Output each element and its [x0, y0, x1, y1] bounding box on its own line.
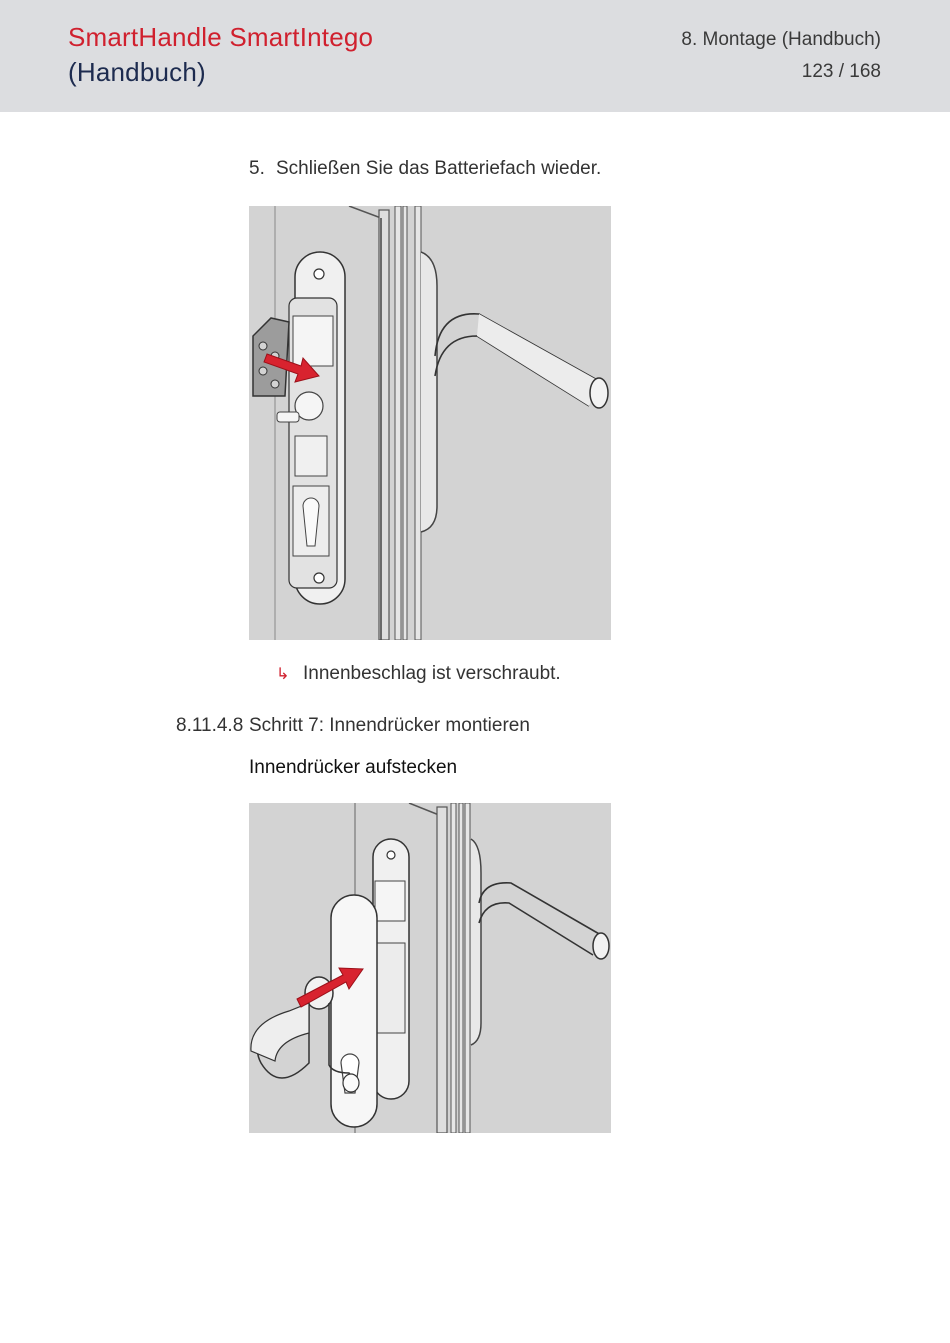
figure-close-battery-compartment: [249, 206, 611, 640]
section-heading: [176, 715, 530, 737]
result-line: [276, 663, 561, 685]
inner-handle-illustration: [249, 803, 611, 1133]
page-number: 123 / 168: [801, 61, 881, 82]
door-fitting-illustration: [249, 206, 611, 640]
section-number: 8.11.4.8: [176, 715, 244, 736]
step-text: Schließen Sie das Batteriefach wieder.: [276, 158, 602, 179]
page-header: [0, 0, 950, 112]
figure-attach-inner-handle: [249, 803, 611, 1133]
subheading: Innendrücker aufstecken: [249, 757, 458, 778]
step-item: [249, 158, 601, 180]
document-subtitle: (Handbuch): [68, 57, 206, 87]
section-title: Schritt 7: Innendrücker montieren: [249, 715, 530, 736]
chapter-label: 8. Montage (Handbuch): [681, 29, 881, 50]
result-text: Innenbeschlag ist verschraubt.: [303, 663, 561, 684]
result-arrow-icon: ↳: [276, 666, 290, 683]
step-number: 5.: [249, 158, 265, 179]
document-title: SmartHandle SmartIntego: [68, 22, 374, 52]
